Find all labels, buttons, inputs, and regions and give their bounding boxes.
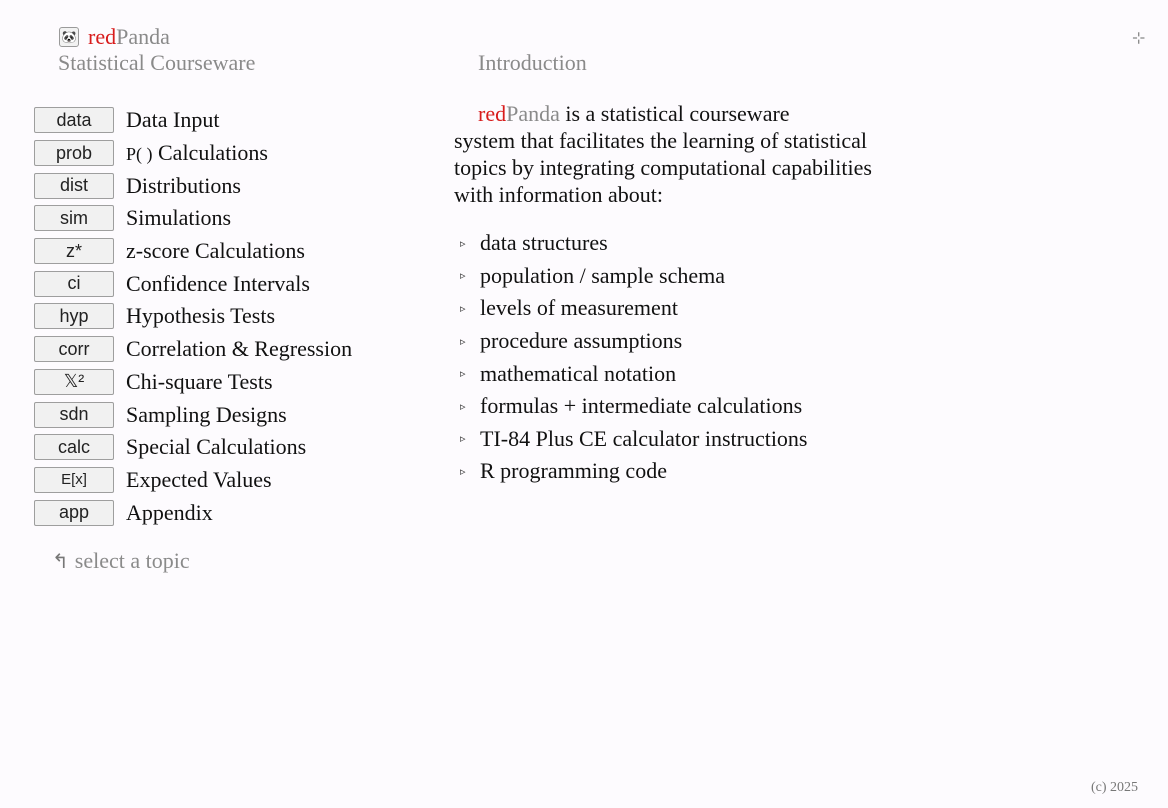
topic-menu <box>34 104 352 529</box>
sdn-button[interactable]: sdn <box>34 402 114 428</box>
intro-paragraph <box>454 100 934 208</box>
list-item-text: mathematical notation <box>480 360 677 386</box>
menu-label-expected: Expected Values <box>126 466 272 492</box>
menu-item-app <box>34 496 352 529</box>
list-item <box>460 325 808 358</box>
menu-label-prob <box>126 140 268 166</box>
list-item-text: levels of measurement <box>480 295 678 321</box>
move-icon[interactable]: ⊹ <box>1132 30 1146 47</box>
dist-button[interactable]: dist <box>34 173 114 199</box>
bullet-triangle-icon: ▹ <box>460 399 466 413</box>
calc-button[interactable]: calc <box>34 434 114 460</box>
menu-item-corr <box>34 333 352 366</box>
intro-line-4: with information about: <box>454 182 663 207</box>
menu-label-hyp: Hypothesis Tests <box>126 303 276 329</box>
bullet-triangle-icon: ▹ <box>460 432 466 446</box>
probability-notation: P( ) <box>126 144 153 165</box>
bullet-triangle-icon: ▹ <box>460 236 466 250</box>
select-topic-hint <box>52 548 190 574</box>
menu-item-zscore <box>34 235 352 268</box>
bullet-triangle-icon: ▹ <box>460 269 466 283</box>
list-item-text: population / sample schema <box>480 262 725 288</box>
menu-item-dist <box>34 169 352 202</box>
topic-feature-list <box>460 227 808 488</box>
menu-label-data: Data Input <box>126 107 220 133</box>
section-title: Introduction <box>478 50 587 75</box>
menu-label-sdn: Sampling Designs <box>126 401 287 427</box>
sim-button[interactable]: sim <box>34 205 114 231</box>
menu-item-data <box>34 104 352 137</box>
intro-line-1: is a statistical courseware <box>559 101 790 126</box>
app-subtitle: Statistical Courseware <box>58 50 256 75</box>
hyp-button[interactable]: hyp <box>34 303 114 329</box>
menu-item-ci <box>34 267 352 300</box>
intro-line-3: topics by integrating computational capabilities <box>454 155 872 180</box>
menu-label-calc: Special Calculations <box>126 434 307 460</box>
list-item-text: formulas + intermediate calculations <box>480 393 803 419</box>
app-logo <box>59 24 170 50</box>
menu-label-chisq: Chi-square Tests <box>126 368 273 394</box>
hint-text: select a topic <box>74 548 190 573</box>
list-item <box>460 423 808 456</box>
corr-button[interactable]: corr <box>34 336 114 362</box>
list-item <box>460 227 808 260</box>
data-button[interactable]: data <box>34 107 114 133</box>
intro-line-2: system that facilitates the learning of statistical <box>454 128 867 153</box>
expected-values-button[interactable]: E[x] <box>34 467 114 493</box>
chi-square-button[interactable]: 𝕏² <box>34 369 114 395</box>
menu-label-corr: Correlation & Regression <box>126 336 353 362</box>
list-item <box>460 260 808 293</box>
list-item <box>460 292 808 325</box>
copyright: (c) 2025 <box>1091 780 1139 795</box>
menu-label-app: Appendix <box>126 499 213 525</box>
app-button[interactable]: app <box>34 500 114 526</box>
bullet-triangle-icon: ▹ <box>460 367 466 381</box>
list-item <box>460 455 808 488</box>
intro-brand-red: red <box>478 101 507 126</box>
menu-label-zscore: z-score Calculations <box>126 238 305 264</box>
list-item-text: data structures <box>480 230 608 256</box>
bullet-triangle-icon: ▹ <box>460 301 466 315</box>
menu-item-sim <box>34 202 352 235</box>
intro-brand-gray: Panda <box>506 101 560 126</box>
list-item-text: R programming code <box>480 458 667 484</box>
list-item-text: procedure assumptions <box>480 328 683 354</box>
menu-item-chisq <box>34 366 352 399</box>
panda-icon: 🐼 <box>59 27 79 47</box>
prob-button[interactable]: prob <box>34 140 114 166</box>
menu-label-sim: Simulations <box>126 205 232 231</box>
ci-button[interactable]: ci <box>34 271 114 297</box>
brand-name: redPanda <box>88 24 170 49</box>
menu-label-dist: Distributions <box>126 172 241 198</box>
list-item <box>460 390 808 423</box>
bullet-triangle-icon: ▹ <box>460 464 466 478</box>
menu-label-ci: Confidence Intervals <box>126 270 310 296</box>
menu-item-prob <box>34 137 352 170</box>
return-arrow-icon: ↰ <box>52 550 69 573</box>
z-score-button[interactable]: z* <box>34 238 114 264</box>
menu-item-expected <box>34 464 352 497</box>
list-item <box>460 357 808 390</box>
menu-label-prob-text: Calculations <box>158 140 268 166</box>
list-item-text: TI-84 Plus CE calculator instructions <box>480 425 808 451</box>
menu-item-sdn <box>34 398 352 431</box>
bullet-triangle-icon: ▹ <box>460 334 466 348</box>
menu-item-calc <box>34 431 352 464</box>
menu-item-hyp <box>34 300 352 333</box>
